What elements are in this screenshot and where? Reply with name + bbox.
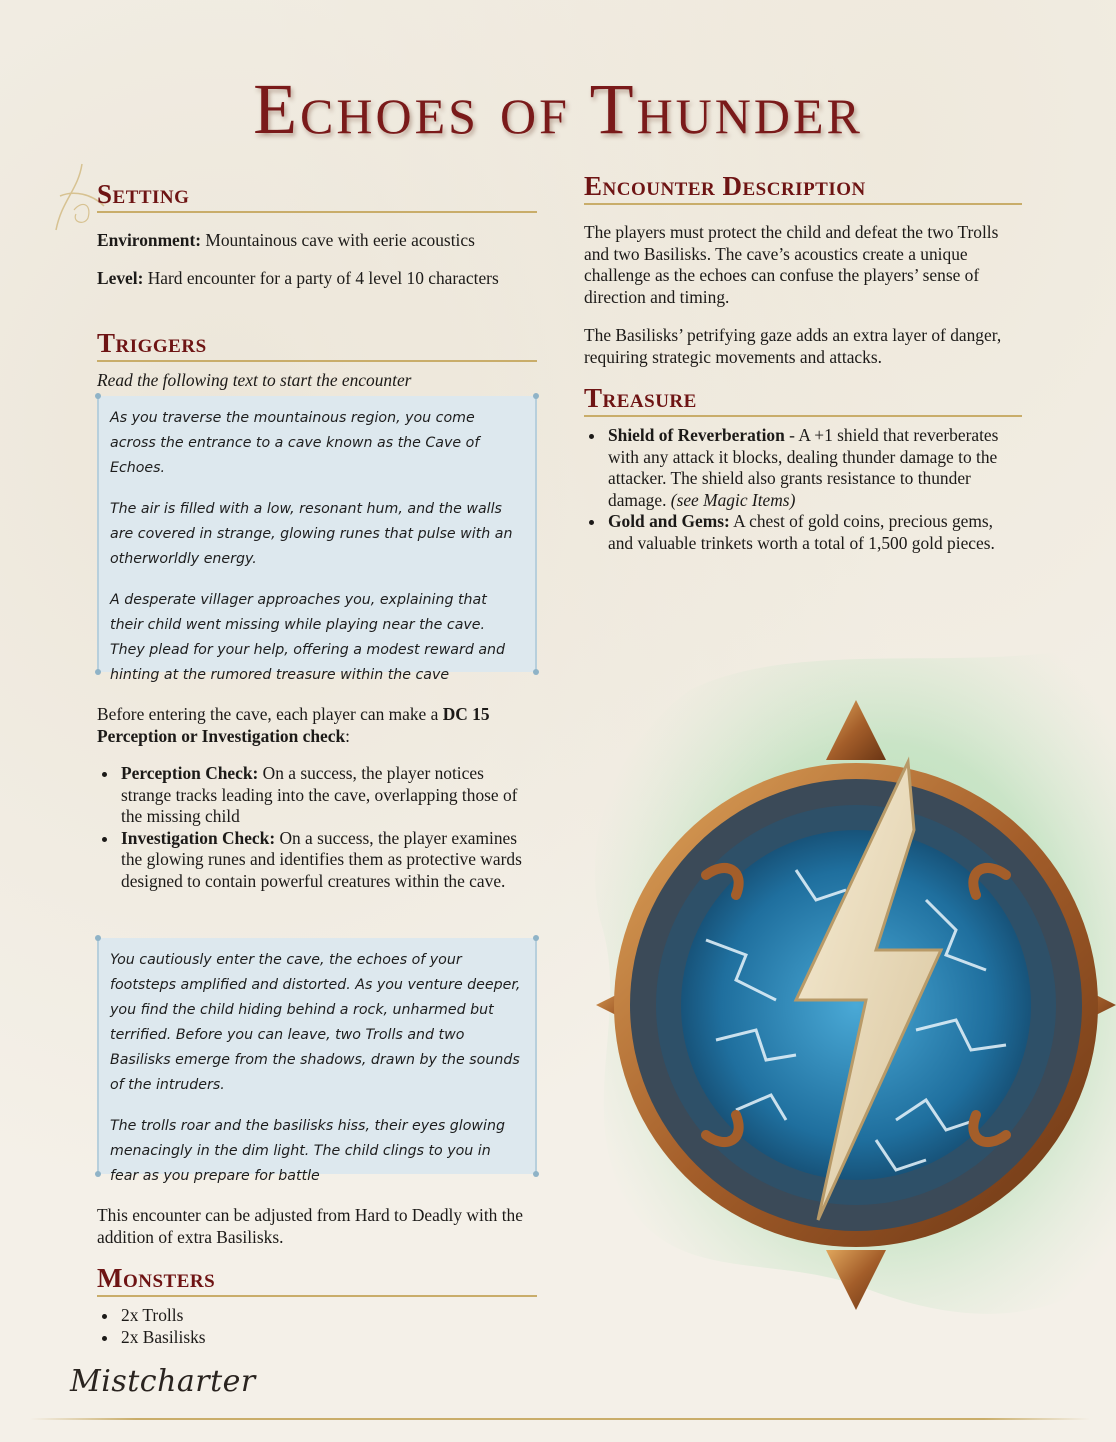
check-label: Investigation Check: [121,827,276,848]
list-item [608,425,1022,511]
section-heading-encounter-description: Encounter Description [584,170,1022,205]
page-title: Echoes of Thunder [253,69,863,149]
environment-text: Mountainous cave with eerie acoustics [201,230,475,250]
list-item: 2x Trolls [121,1305,537,1327]
treasure-reference: (see Magic Items) [670,489,796,510]
check-intro-bold: DC 15 Perception or Investigation check [97,704,490,746]
signature-logo: Mistcharter [70,1364,256,1399]
treasure-list [584,425,1022,554]
thunder-shield-emblem-icon [596,700,1116,1340]
level-line [97,268,537,290]
treasure-label: Shield of Reverberation [608,425,785,445]
footer-rule [30,1418,1090,1420]
monster-list [97,1305,537,1348]
treasure-label: Gold and Gems: [608,511,730,531]
check-text: On a success, the player notices strange tracks leading into the cave, overlapping those of the missing child [121,763,518,826]
treasure-text: A chest of gold coins, precious gems, and valuable trinkets worth a total of 1,500 gold pieces. [608,511,995,553]
encounter-paragraph: The Basilisks’ petrifying gaze adds an extra layer of danger, requiring strategic movements and attacks. [584,325,1002,367]
check-text: On a success, the player examines the glowing runes and identifies them as protective wards designed to contain powerful creatures within the cave. [121,827,522,891]
list-item: 2x Basilisks [121,1327,537,1349]
read-aloud-box-2 [97,938,537,1184]
read-aloud-paragraph: As you traverse the mountainous region, you come across the entrance to a cave known as the Cave of Echoes. [110,410,480,476]
list-item [608,511,1022,554]
check-intro [97,704,537,747]
treasure-text: - A +1 shield that reverberates with any attack it blocks, dealing thunder damage to the attacker. The shield also grants resistance to thunder damage. [608,425,999,510]
section-heading-triggers: Triggers [97,327,537,362]
read-aloud-paragraph: You cautiously enter the cave, the echoes of your footsteps amplified and distorted. As you venture deeper, you find the child hiding behind a rock, unharmed but terrified. Before you can leave, two Trolls and two Basilisks emerge from the shadows, drawn by the sounds of the intruders. [110,952,521,1093]
encounter-paragraph: The players must protect the child and defeat the two Trolls and two Basilisks. The cave’s acoustics create a unique challenge as the echoes can confuse the players’ sense of direction and timing. [584,222,999,307]
read-aloud-paragraph: A desperate villager approaches you, explaining that their child went missing while playing near the cave. They plead for your help, offering a modest reward and hinting at the rumored treasure within the cave [110,592,506,683]
read-aloud-box-1 [97,396,537,683]
section-heading-treasure: Treasure [584,382,1022,417]
read-aloud-paragraph: The trolls roar and the basilisks hiss, their eyes glowing menacingly in the dim light. The child clings to you in fear as you prepare for battle [110,1118,505,1184]
level-label: Level: [97,268,144,288]
triggers-intro: Read the following text to start the encounter [97,370,412,390]
check-label: Perception Check: [121,763,259,783]
check-list [97,763,537,892]
list-item [121,763,537,828]
section-heading-monsters: Monsters [97,1262,537,1297]
environment-label: Environment: [97,230,202,250]
read-aloud-paragraph: The air is filled with a low, resonant hum, and the walls are covered in strange, glowing runes that pulse with an otherworldly energy. [110,501,513,567]
adjustment-note: This encounter can be adjusted from Hard to Deadly with the addition of extra Basilisks. [97,1205,523,1247]
environment-line [97,230,537,252]
list-item [121,828,537,893]
check-intro-end: : [345,725,350,746]
level-text: Hard encounter for a party of 4 level 10 characters [143,268,499,288]
section-heading-setting: Setting [97,178,537,213]
check-intro-text: Before entering the cave, each player can make a [97,704,443,724]
